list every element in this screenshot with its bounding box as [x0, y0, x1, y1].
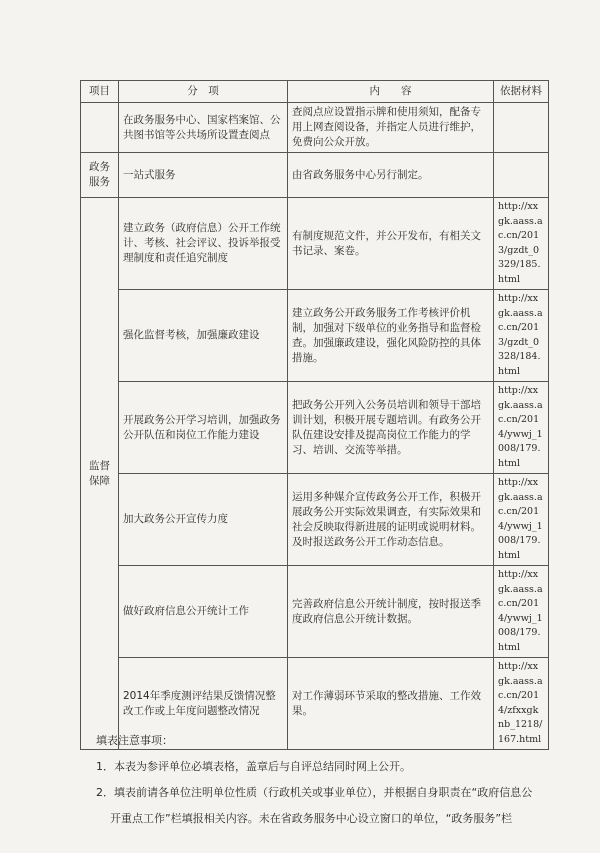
content-cell: 有制度规范文件，并公开发布，有相关文书记录、案卷。: [288, 198, 494, 290]
category-supervision: [81, 198, 119, 750]
item-cell: 做好政府信息公开统计工作: [119, 566, 288, 658]
item-cell: 建立政务（政府信息）公开工作统计、考核、社会评议、投诉举报受理制度和责任追究制度: [119, 198, 288, 290]
basis-cell: http://xxgk.aass.ac.cn/2014/zfxxgknb_1218/167.html: [494, 658, 549, 750]
item-cell: 开展政务公开学习培训，加强政务公开队伍和岗位工作能力建设: [119, 382, 288, 474]
header-basis: 依据材料: [494, 81, 549, 103]
category-service: [81, 153, 119, 198]
category-label: 政务 服务: [89, 161, 110, 188]
basis-cell: [494, 103, 549, 153]
note-item-2-continued: 开重点工作”栏填报相关内容。未在省政务服务中心设立窗口的单位，“政务服务”栏: [110, 812, 513, 825]
content-cell: 对工作薄弱环节采取的整改措施、工作效果。: [288, 658, 494, 750]
item-cell: 加大政务公开宣传力度: [119, 474, 288, 566]
table-row: [81, 153, 549, 198]
content-cell: 运用多种媒介宣传政务公开工作，积极开展政务公开实际效果调查，有实际效果和社会反映取得新进展的证明或说明材料。及时报送政务公开工作动态信息。: [288, 474, 494, 566]
item-cell: 强化监督考核，加强廉政建设: [119, 290, 288, 382]
header-project: 项目: [81, 81, 119, 103]
table-row: [81, 198, 549, 290]
basis-cell: http://xxgk.aass.ac.cn/2013/gzdt_0328/184.html: [494, 290, 549, 382]
item-cell: 2014年季度测评结果反馈情况整改工作或上年度问题整改情况: [119, 658, 288, 750]
category-label: 监督 保障: [89, 459, 110, 487]
table-row: [81, 103, 549, 153]
content-cell: 由省政务服务中心另行制定。: [288, 153, 494, 198]
content-cell: 查阅点应设置指示牌和使用须知，配备专用上网查阅设备，并指定人员进行维护，免费向公众开放。: [288, 103, 494, 153]
header-item: 分 项: [119, 81, 288, 103]
table-row: [81, 474, 549, 566]
item-cell: 在政务服务中心、国家档案馆、公共图书馆等公共场所设置查阅点: [119, 103, 288, 153]
note-item-2: 2．填表前请各单位注明单位性质（行政机关或事业单位），并根据自身职责在“政府信息公: [96, 786, 533, 799]
basis-cell: http://xxgk.aass.ac.cn/2014/ywwj_1008/179.html: [494, 382, 549, 474]
content-cell: 完善政府信息公开统计制度，按时报送季度政府信息公开统计数据。: [288, 566, 494, 658]
item-cell: 一站式服务: [119, 153, 288, 198]
table-row: [81, 382, 549, 474]
content-cell: 建立政务公开政务服务工作考核评价机制，加强对下级单位的业务指导和监督检查。加强廉政建设，强化风险防控的具体措施。: [288, 290, 494, 382]
basis-cell: http://xxgk.aass.ac.cn/2014/ywwj_1008/179.html: [494, 474, 549, 566]
header-row: [81, 81, 549, 103]
category-cell-empty: [81, 103, 119, 153]
note-item-1: 1．本表为参评单位必填表格，盖章后与自评总结同时网上公开。: [96, 760, 411, 773]
basis-cell: http://xxgk.aass.ac.cn/2014/ywwj_1008/179.html: [494, 566, 549, 658]
notes-title: 填表注意事项：: [96, 734, 173, 747]
evaluation-table: [80, 80, 549, 750]
fill-notes: [88, 728, 548, 832]
basis-cell: http://xxgk.aass.ac.cn/2013/gzdt_0329/185.html: [494, 198, 549, 290]
header-content: 内 容: [288, 81, 494, 103]
table-row: [81, 566, 549, 658]
table-row: [81, 290, 549, 382]
content-cell: 把政务公开列入公务员培训和领导干部培训计划，积极开展专题培训。有政务公开队伍建设安排及提高岗位工作能力的学习、培训、交流等举措。: [288, 382, 494, 474]
basis-cell: [494, 153, 549, 198]
